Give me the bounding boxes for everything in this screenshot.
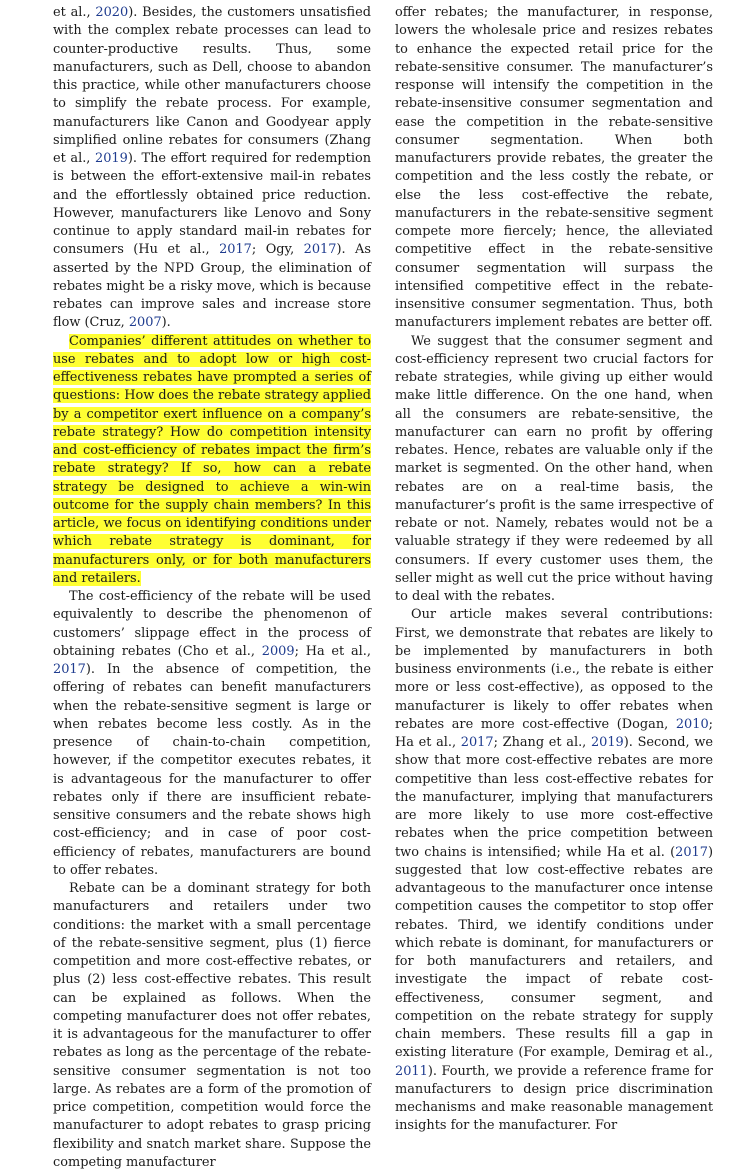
paragraph: Rebate can be a dominant strategy for both manufacturers and retailers under two conditions: the market with a small percentage of the rebate-sensitive segment, plus (1) fierce competition and more cost-effective rebates, or plus (2) less cost-effective rebates. This result can be explained as follows. When the competing manufacturer does not offer rebates, it is advantageous for the manufacturer to offer rebates as long as the percentage of the rebate-sensitive consumer segmentation is not too large. As rebates are a form of the promotion of price competition, competition would force the manufacturer to adopt rebates to grasp pricing flexibility and snatch market share. Suppose the competing manufacturer: [53, 881, 371, 1170]
citation-link[interactable]: 2010: [675, 716, 709, 732]
citation-link[interactable]: 2017: [675, 844, 708, 860]
highlight: Companies’ different attitudes on whether to use rebates and to adopt low or high cost-effectiveness rebates have prompted a series of questions: How does the rebate strategy applied by a competitor exert influence on a company’s rebate strategy? How do competition intensity and cost-efficiency of rebates impact the firm’s rebate strategy? If so, how can a rebate strategy be designed to achieve a win-win outcome for the supply chain members? In this article, we focus on identifying conditions under which rebate strategy is dominant, for manufacturers only, or for both manufacturers and retailers.: [53, 333, 371, 586]
citation-link[interactable]: 2017: [219, 242, 252, 258]
highlighted-paragraph: [53, 333, 371, 589]
citation-link[interactable]: 2011: [395, 1063, 428, 1079]
paragraph: et al., 2020). Besides, the customers unsatisfied with the complex rebate processes can lead to counter-productive results. Thus, some manufacturers, such as Dell, choose to abandon this practice, while other manufacturers choose to simplify the rebate process. For example, manufacturers like Canon and Goodyear apply simplified online rebates for consumers (Zhang et al., 2019). The effort required for redemption is between the effort-extensive mail-in rebates and the effortlessly obtained price reduction. However, manufacturers like Lenovo and Sony continue to apply standard mail-in rebates for consumers (Hu et al., 2017; Ogy, 2017). As asserted by the NPD Group, the elimination of rebates might be a risky move, which is because rebates can improve sales and increase store flow (Cruz, 2007).: [53, 5, 372, 331]
citation-link[interactable]: 2017: [303, 242, 337, 258]
citation-link[interactable]: 2007: [128, 315, 162, 331]
citation-link[interactable]: 2017: [53, 662, 86, 677]
citation-link[interactable]: 2017: [460, 735, 494, 750]
paragraph: The cost-efficiency of the rebate will be used equivalently to describe the phenomenon of customers’ slippage effect in the process of obtaining rebates (Cho et al., 2009; Ha et al., 2017). In the absence of competition, the offering of rebates can benefit manufacturers when the rebate-sensitive segment is large or when rebates become less costly. As in the presence of chain-to-chain competition, however, if the competitor executes rebates, it is advantageous for the manufacturer to offer rebates only if there are insufficient rebate-sensitive consumers and the rebate shows high cost-efficiency; and in case of poor cost-efficiency of rebates, manufacturers are bound to offer rebates.: [53, 589, 372, 878]
citation-link[interactable]: 2020: [95, 5, 129, 20]
citation-link[interactable]: 2009: [261, 643, 295, 659]
citation-link[interactable]: 2019: [95, 151, 128, 166]
citation-link[interactable]: 2019: [590, 735, 624, 750]
left-column: [53, 4, 371, 1172]
paragraph: offer rebates; the manufacturer, in response, lowers the wholesale price and resizes rebates to enhance the expected retail price for the rebate-sensitive consumer. The manufacturer’s response will intensify the competition in the rebate-insensitive consumer segmentation and ease the competition in the rebate-sensitive consumer segmentation. When both manufacturers provide rebates, the greater the competition and the less costly the rebate, or else the less cost-effective the rebate, manufacturers in the rebate-sensitive segment compete more fiercely; hence, the alleviated competitive effect in the rebate-sensitive consumer segmentation will surpass the intensified competitive effect in the rebate-insensitive consumer segmentation. Thus, both manufacturers implement rebates are better off.: [395, 5, 713, 331]
paragraph: We suggest that the consumer segment and cost-efficiency represent two crucial factors for rebate strategies, while giving up either would make little difference. On the one hand, when all the consumers are rebate-sensitive, the manufacturer can earn no profit by offering rebates. Hence, rebates are valuable only if the market is segmented. On the other hand, when rebates are on a real-time basis, the manufacturer’s profit is the same irrespective of rebate or not. Namely, rebates would not be a valuable strategy if they were redeemed by all consumers. If every customer uses them, the seller might as well cut the price without having to deal with the rebates.: [395, 333, 713, 604]
paragraph: Our article makes several contributions: First, we demonstrate that rebates are likely to be implemented by manufacturers in both business environments (i.e., the rebate is either more or less cost-effective), as opposed to the manufacturer is likely to offer rebates when rebates are more cost-effective (Dogan, 2010; Ha et al., 2017; Zhang et al., 2019). Second, we show that more cost-effective rebates are more competitive than less cost-effective rebates for the manufacturer, implying that manufacturers are more likely to use more cost-effective rebates when the price competition between two chains is intensified; while Ha et al. (2017) suggested that low cost-effective rebates are advantageous to the manufacturer once intense competition causes the competitor to stop offer rebates. Third, we identify conditions under which rebate is dominant, for manufacturers or for both manufacturers and retailers, and investigate the impact of rebate cost-effectiveness, consumer segment, and competition on the rebate strategy for supply chain members. These results fill a gap in existing literature (For example, Demirag et al., 2011). Fourth, we provide a reference frame for manufacturers to design price discrimination mechanisms and make reasonable management insights for the manufacturer. For: [395, 607, 713, 1134]
right-column: [395, 4, 713, 1136]
